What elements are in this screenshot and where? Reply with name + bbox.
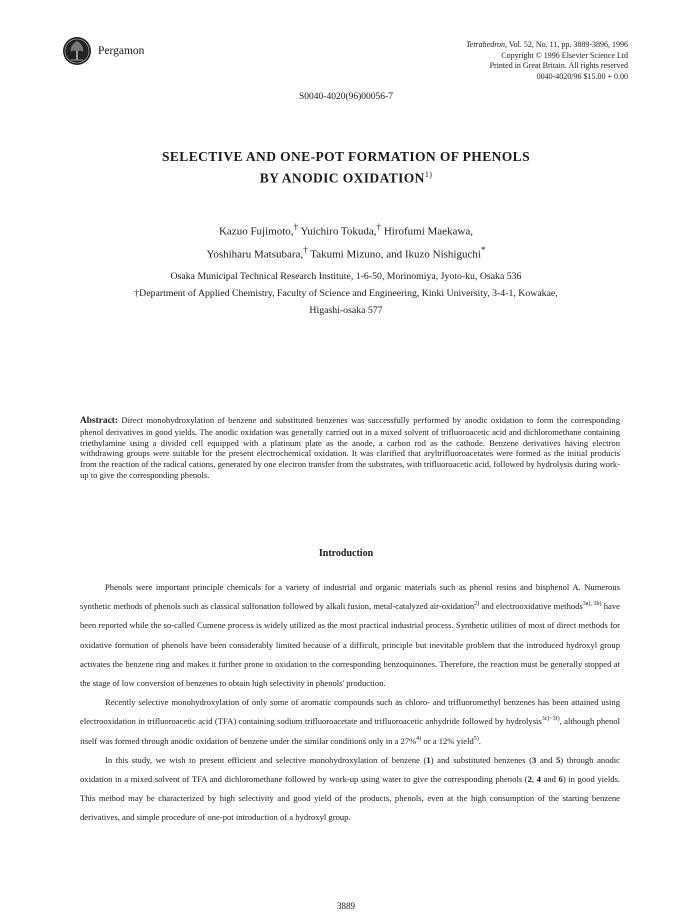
- title-footnote-mark: 1): [424, 169, 433, 179]
- publisher-name: Pergamon: [98, 45, 145, 57]
- text: ) through anodic oxidation in a mixed solvent of TFA and dichloromethane followed by work-up using water to give the corresponding phenols (: [80, 754, 620, 785]
- corresponding-asterisk: *: [480, 244, 486, 255]
- issn-line: 0040-4020/96 $15.00 + 0.00: [536, 71, 628, 81]
- pergamon-tree-logo-icon: [62, 36, 92, 66]
- abstract-label: Abstract:: [80, 416, 119, 426]
- compound-number: 5: [555, 754, 561, 765]
- author-text: Takumi Mizuno, and Ikuzo Nishiguchi: [307, 248, 481, 261]
- abstract: [80, 415, 620, 481]
- citation-line: [368, 40, 628, 51]
- text: have been reported while the so-called Cumene process is widely utilized as the most practical industrial process. Synthetic utilities of most of direct methods for oxidative formation of phenols have been considerably limited because of a difficult, principle but inevitable problem that the introduced hydroxyl group activates the benzene ring and makes it further prone to oxidation to the corresponding benzoquinones. Therefore, the reaction must be generally stopped at the stage of low conversion of benzenes to obtain high selectivity in phenols' production.: [80, 601, 620, 689]
- doi: S0040-4020(96)00056-7: [299, 92, 393, 102]
- affiliations: [50, 268, 642, 319]
- paragraph-2: [80, 693, 620, 751]
- ref-superscript: 3a), 3b): [582, 601, 602, 608]
- text: In this study, we wish to present efficient and selective monohydroxylation of benzene (: [105, 754, 427, 765]
- text: .: [478, 735, 481, 746]
- compound-number: 2: [527, 774, 532, 785]
- text: and: [536, 754, 556, 765]
- printed-line: Printed in Great Britain. All rights reserved: [489, 61, 628, 70]
- text: ,: [531, 774, 537, 785]
- citation-block: [368, 40, 628, 82]
- ref-superscript: 4): [416, 735, 422, 742]
- title-line-2: [60, 166, 632, 187]
- compound-number: 4: [536, 774, 541, 785]
- author-text: Yuichiro Tokuda,: [298, 225, 377, 238]
- text: Phenols were important principle chemicals for a variety of industrial and organic materials such as phenol resins and bisphenol A. Numerous synthetic methods of phenols such as classical sulfonation followed by alkali fusion, metal-catalyzed air-oxidation: [80, 582, 620, 612]
- copyright-line: Copyright © 1996 Elsevier Science Ltd: [501, 50, 628, 60]
- paper-title: [60, 148, 632, 187]
- journal-name: Tetrahedron,: [466, 40, 508, 49]
- section-heading-introduction: Introduction: [318, 548, 374, 559]
- text: , although phenol itself was formed through anodic oxidation of benzene under the similar conditions only in a 27%: [80, 716, 620, 746]
- abstract-text: Direct monohydroxylation of benzene and substituted benzenes was successfully performed by anodic oxidation to form the corresponding phenol derivatives in good yields. The anodic oxidation was generally carried out in a mixed solvent of trifluoroacetic acid and dichloromethane containing triethylamine using a divided cell equipped with a platinum plate as the anode, a carbon rod as the cathode. Benzene derivatives having electron withdrawing groups were suitable for the present electrochemical oxidation. It was clarified that aryltrifluoroacetates were formed as the initial products from the reaction of the radical cations, generated by one electron transfer from the substrates, with trifluoroacetic acid, followed by hydrolysis during work-up to give the corresponding phenols.: [80, 415, 620, 480]
- compound-number: 3: [532, 754, 537, 765]
- text: ) in good yields. This method may be characterized by high selectivity and good yield of the products, phenols, even at the high consumption of the starting benzene derivatives, and simple procedure of one-pot introduction of a hydroxyl group.: [80, 774, 621, 823]
- author-dagger: †: [376, 222, 382, 232]
- compound-number: 1: [426, 754, 431, 765]
- author-line-1: [60, 218, 632, 241]
- affiliation-1: Osaka Municipal Technical Research Institute, 1-6-50, Morinomiya, Jyoto-ku, Osaka 536: [170, 271, 522, 282]
- ref-superscript: 3c)~3f): [541, 716, 560, 723]
- author-dagger: †: [303, 244, 308, 255]
- paragraph-3: [80, 751, 620, 828]
- author-list: [60, 218, 632, 263]
- paragraph-1: [80, 578, 620, 693]
- text: and: [540, 774, 559, 785]
- title-line-2-text: BY ANODIC OXIDATION: [259, 170, 425, 185]
- author-dagger: †: [293, 222, 299, 232]
- author-text: Yoshiharu Matsubara,: [206, 248, 304, 261]
- compound-number: 6: [558, 774, 563, 785]
- affiliation-2-cont: Higashi-osaka 577: [309, 305, 383, 316]
- text: or a 12% yield: [421, 735, 474, 746]
- text: ) and substituted benzenes (: [430, 754, 533, 765]
- title-line-1: SELECTIVE AND ONE-POT FORMATION OF PHENOLS: [162, 149, 530, 164]
- page-number: 3889: [337, 901, 355, 911]
- text: Recently selective monohydroxylation of only some of aromatic compounds such as chloro- and trifluoromethyl benzenes has been attained using electrooxidation in trifluoroacetic acid (TFA) containing sodium trifluoroacetate and trifluoroacetic anhydride followed by hydrolysis: [80, 697, 620, 727]
- body-text: [80, 578, 620, 828]
- ref-superscript: 2): [474, 601, 480, 608]
- ref-superscript: 5): [473, 735, 479, 742]
- author-line-2: [60, 241, 632, 264]
- text: and electrooxidative methods: [479, 601, 583, 612]
- author-text: Hirofumi Maekawa,: [381, 225, 474, 238]
- author-text: Kazuo Fujimoto,: [218, 225, 294, 238]
- volume-info: Vol. 52, No. 11, pp. 3889-3896, 1996: [507, 40, 628, 49]
- affiliation-2: †Department of Applied Chemistry, Faculty of Science and Engineering, Kinki University, 3-4-1, Kowakae,: [134, 288, 558, 299]
